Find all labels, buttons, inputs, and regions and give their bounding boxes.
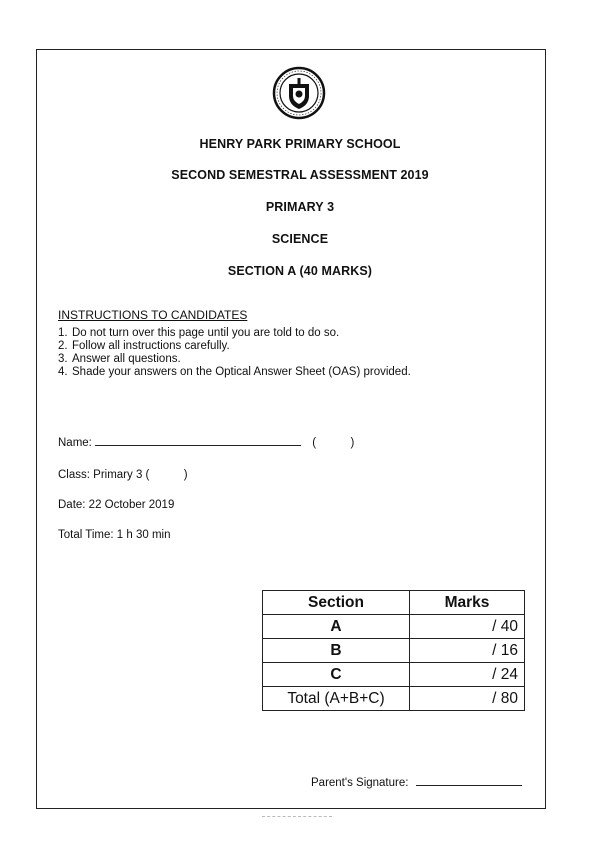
- table-row: [263, 615, 525, 639]
- level-title: PRIMARY 3: [265, 200, 335, 214]
- section-header: Section: [263, 591, 410, 615]
- footer-divider: [262, 816, 332, 817]
- school-name: HENRY PARK PRIMARY SCHOOL: [199, 137, 401, 151]
- marks-cell[interactable]: / 40: [410, 615, 525, 639]
- marks-cell[interactable]: / 16: [410, 639, 525, 663]
- table-row: [263, 687, 525, 711]
- instructions-list: [58, 327, 411, 379]
- name-line[interactable]: [95, 445, 301, 446]
- parent-signature-field[interactable]: Parent's Signature:: [311, 777, 522, 789]
- marks-table: [262, 590, 525, 711]
- section-cell: A: [263, 615, 410, 639]
- date-field: Date: 22 October 2019: [58, 499, 175, 511]
- assessment-title: SECOND SEMESTRAL ASSESSMENT 2019: [171, 168, 429, 182]
- section-cell: Total (A+B+C): [263, 687, 410, 711]
- instruction-item: 4. Shade your answers on the Optical Answer Sheet (OAS) provided.: [58, 366, 411, 378]
- instruction-item: 3. Answer all questions.: [58, 353, 181, 365]
- instruction-item: 2. Follow all instructions carefully.: [58, 340, 230, 352]
- section-cell: B: [263, 639, 410, 663]
- table-row: [263, 639, 525, 663]
- total-time-field: Total Time: 1 h 30 min: [58, 529, 171, 541]
- marks-header: Marks: [410, 591, 525, 615]
- section-title: SECTION A (40 MARKS): [227, 264, 373, 278]
- signature-line[interactable]: [416, 785, 522, 786]
- instructions-title: INSTRUCTIONS TO CANDIDATES: [58, 308, 248, 322]
- school-crest-logo: [272, 66, 326, 120]
- class-field[interactable]: Class: Primary 3 ( ): [58, 469, 188, 481]
- instruction-item: 1. Do not turn over this page until you are told to do so.: [58, 327, 340, 339]
- marks-cell[interactable]: / 24: [410, 663, 525, 687]
- marks-cell[interactable]: / 80: [410, 687, 525, 711]
- table-row: [263, 663, 525, 687]
- name-field[interactable]: Name: ( ): [58, 437, 355, 449]
- section-cell: C: [263, 663, 410, 687]
- subject-title: SCIENCE: [271, 232, 329, 246]
- table-header-row: [263, 591, 525, 615]
